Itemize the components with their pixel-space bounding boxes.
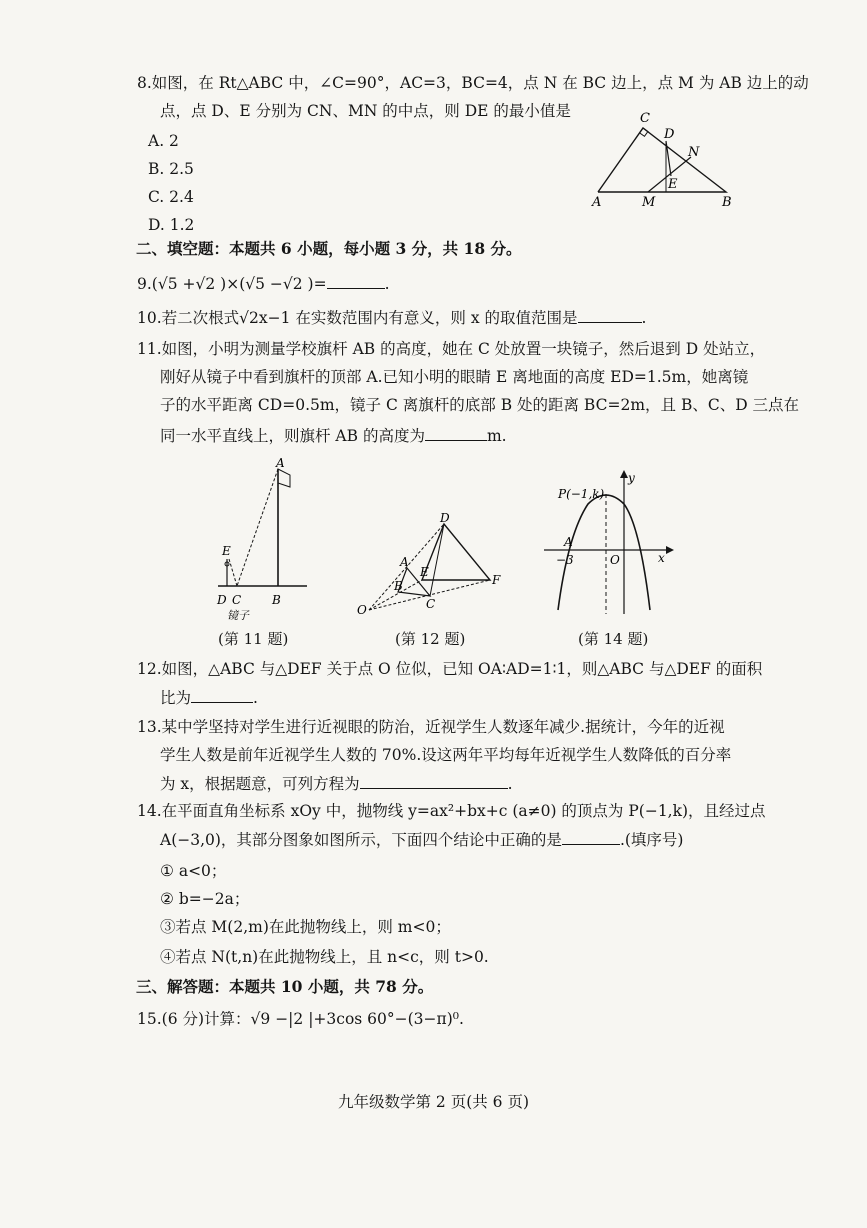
q12-label-f: F — [492, 573, 501, 587]
page-footer: 九年级数学第 2 页(共 6 页) — [337, 1093, 530, 1111]
q10-end: . — [641, 309, 647, 327]
segment-cd — [430, 524, 444, 596]
triangle-def — [422, 524, 490, 580]
q11-answer-blank[interactable] — [425, 424, 487, 441]
q14-answer-blank[interactable] — [562, 828, 620, 845]
q13-answer-blank[interactable] — [360, 772, 508, 789]
q12-label-e: E — [420, 565, 429, 579]
q12-line1: 12.如图，△ABC 与△DEF 关于点 O 位似，已知 OA∶AD=1∶1，则△ABC 与△DEF 的面积 — [137, 660, 763, 678]
q12-label-b: B — [394, 579, 403, 593]
q8-option-b: B. 2.5 — [148, 160, 194, 178]
q14-item-2: ② b=−2a； — [160, 890, 250, 908]
q9 — [137, 272, 390, 295]
q14-label-p: P(−1,k) — [558, 487, 605, 501]
q11-line4-text: 同一水平直线上，则旗杆 AB 的高度为 — [160, 427, 425, 445]
segment-de — [666, 141, 671, 176]
q9-text: 9.(√5 +√2 )×(√5 −√2 )= — [137, 275, 327, 293]
q11-label-c: C — [232, 593, 242, 607]
q12-figure — [352, 508, 512, 620]
q8-option-c: C. 2.4 — [148, 188, 194, 206]
flag — [278, 469, 290, 487]
q9-answer-blank[interactable] — [327, 272, 385, 289]
q8-label-b: B — [722, 195, 732, 210]
q8-figure — [588, 108, 738, 210]
q8-line2: 点，点 D、E 分别为 CN、MN 的中点，则 DE 的最小值是 — [160, 102, 571, 120]
sightline-e-c — [229, 559, 237, 586]
q12-line2-text: 比为 — [160, 689, 192, 707]
sightline-a-c — [237, 469, 278, 586]
q14-item-1: ① a<0； — [160, 862, 227, 880]
q8-label-n: N — [688, 145, 700, 160]
q12-label-o: O — [357, 603, 367, 617]
q8-label-e: E — [668, 177, 678, 192]
y-axis-arrow-icon — [620, 470, 628, 478]
q14-item-3: ③若点 M(2,m)在此抛物线上，则 m<0； — [160, 918, 451, 936]
q8-label-m: M — [642, 195, 656, 210]
q12-answer-blank[interactable] — [191, 686, 253, 703]
q11-line4 — [160, 424, 507, 447]
q11-line4-end: m. — [486, 427, 507, 445]
section-solve-heading: 三、解答题：本题共 10 小题，共 78 分。 — [136, 977, 434, 996]
q11-label-b: B — [272, 593, 281, 607]
q14-line1: 14.在平面直角坐标系 xOy 中，抛物线 y=ax²+bx+c (a≠0) 的顶点为 P(−1,k)，且经过点 — [137, 802, 766, 820]
q12-line2 — [160, 686, 258, 709]
q14-line2-text: A(−3,0)，其部分图象如图所示，下面四个结论中正确的是 — [160, 831, 562, 849]
q11-line1: 11.如图，小明为测量学校旗杆 AB 的高度，她在 C 处放置一块镜子，然后退到 D 处站立， — [137, 340, 766, 358]
q8-label-a: A — [592, 195, 602, 210]
q14-figure-caption: (第 14 题) — [578, 630, 649, 648]
q10-text: 10.若二次根式√2x−1 在实数范围内有意义，则 x 的取值范围是 — [137, 309, 578, 327]
q11-figure — [212, 455, 312, 630]
q11-label-e: E — [222, 544, 231, 558]
q12-figure-caption: (第 12 题) — [395, 630, 466, 648]
q8-label-d: D — [664, 127, 675, 142]
q10 — [137, 306, 646, 329]
q11-label-a: A — [276, 456, 285, 470]
q12-label-d: D — [440, 511, 450, 525]
q12-label-a: A — [400, 555, 409, 569]
q14-label-a: A — [564, 535, 573, 549]
q14-label-x: x — [658, 551, 665, 565]
q14-line2 — [160, 828, 683, 851]
section-fill-blank-heading: 二、填空题：本题共 6 小题，每小题 3 分，共 18 分。 — [136, 239, 522, 258]
q13-line2: 学生人数是前年近视学生人数的 70%.设这两年平均每年近视学生人数降低的百分率 — [160, 746, 732, 764]
q11-line2: 刚好从镜子中看到旗杆的顶部 A.已知小明的眼睛 E 离地面的高度 ED=1.5m，她离镜 — [160, 368, 749, 386]
q10-answer-blank[interactable] — [578, 306, 642, 323]
q15: 15.(6 分)计算：√9 −|2 |+3cos 60°−(3−π)⁰. — [137, 1010, 464, 1028]
q13-line3 — [160, 772, 513, 795]
x-axis-arrow-icon — [666, 546, 674, 554]
q14-line2-end: .(填序号) — [619, 831, 684, 849]
q14-figure — [540, 464, 675, 622]
q8-option-a: A. 2 — [148, 132, 179, 150]
q8-label-c: C — [640, 111, 650, 126]
q14-item-4: ④若点 N(t,n)在此抛物线上，且 n<c，则 t>0. — [160, 948, 489, 966]
q13-line1: 13.某中学坚持对学生进行近视眼的防治，近视学生人数逐年减少.据统计，今年的近视 — [137, 718, 725, 736]
q11-label-mirror: 镜子 — [227, 609, 249, 622]
q14-label-y: y — [628, 471, 635, 485]
q11-line3: 子的水平距离 CD=0.5m，镜子 C 离旗杆的底部 B 处的距离 BC=2m，且 B、C、D 三点在 — [160, 396, 800, 414]
q14-label-neg3: −3 — [556, 553, 574, 567]
q9-end: . — [384, 275, 390, 293]
q11-figure-caption: (第 11 题) — [218, 630, 289, 648]
q14-label-o: O — [610, 553, 620, 567]
q8-option-d: D. 1.2 — [148, 216, 195, 234]
q8-line1: 8.如图，在 Rt△ABC 中，∠C=90°，AC=3，BC=4，点 N 在 BC 边上，点 M 为 AB 边上的动 — [137, 74, 809, 92]
triangle-abc — [598, 128, 726, 192]
q11-label-d: D — [217, 593, 227, 607]
q13-line3-text: 为 x，根据题意，可列方程为 — [160, 775, 360, 793]
q12-label-c: C — [426, 597, 436, 611]
q13-line3-end: . — [507, 775, 513, 793]
q12-line2-end: . — [253, 689, 258, 707]
